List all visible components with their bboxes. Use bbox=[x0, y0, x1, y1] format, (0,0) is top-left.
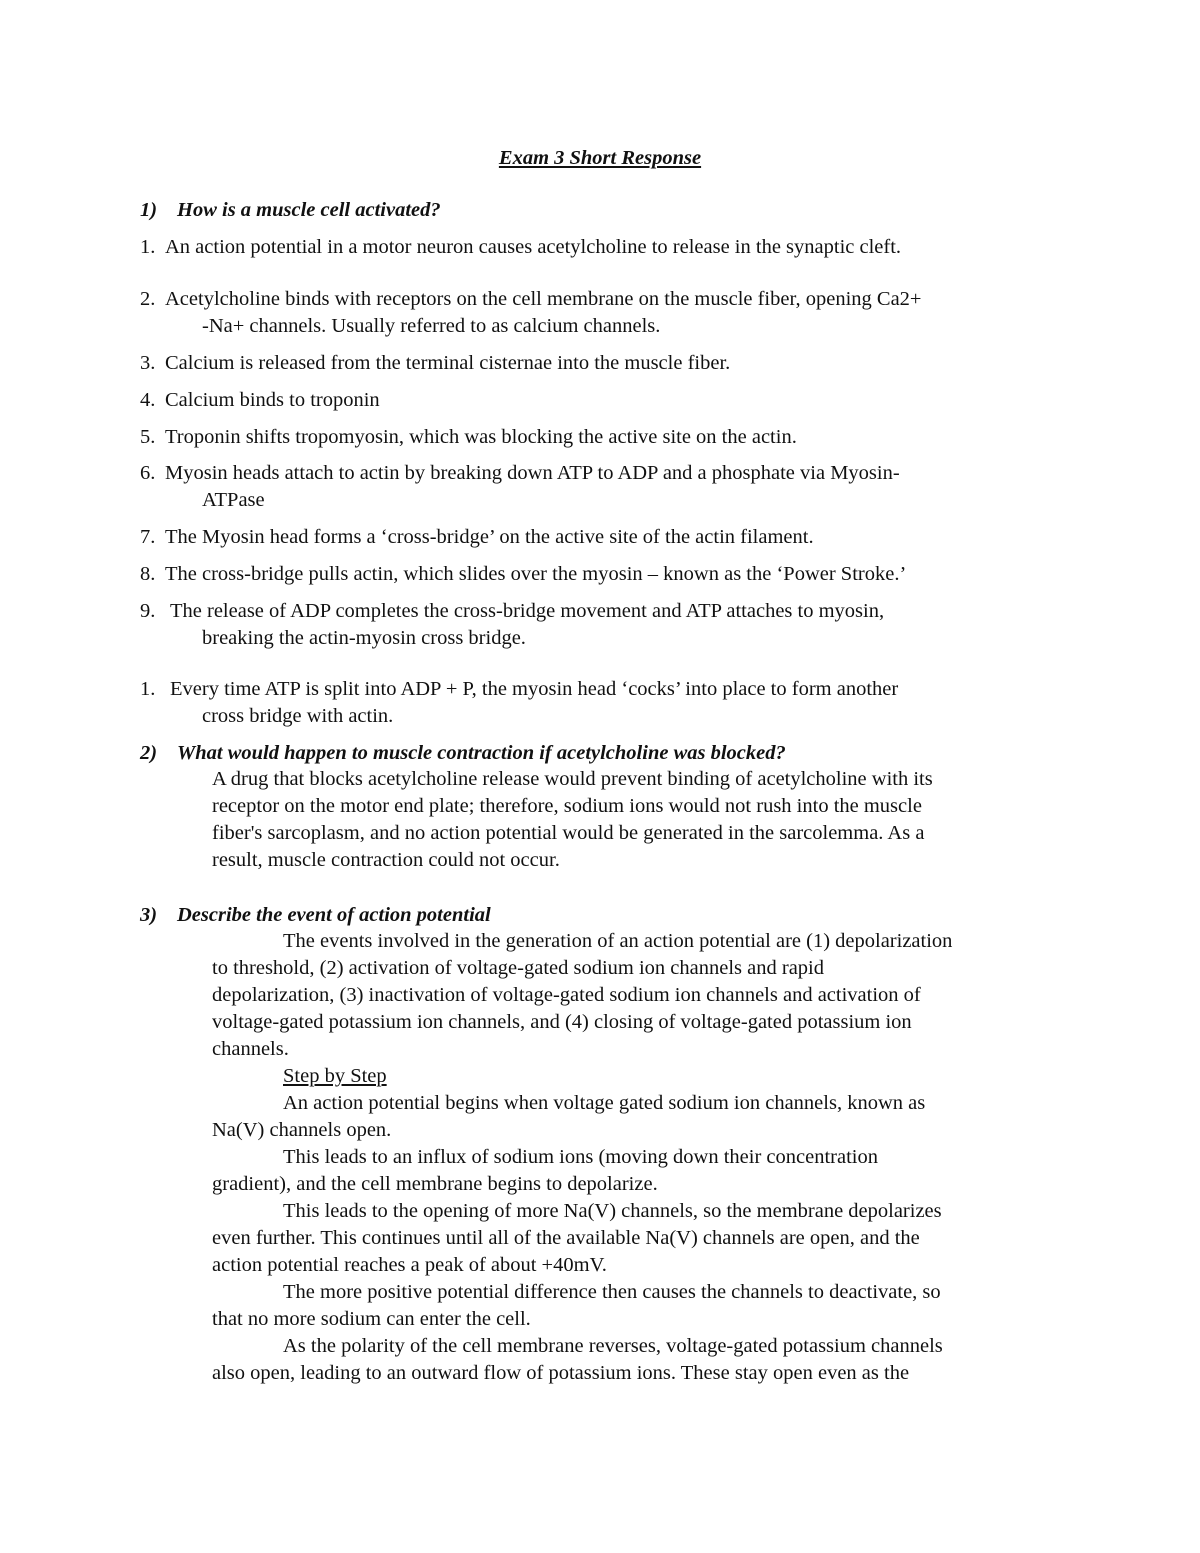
list-item bbox=[140, 598, 1040, 625]
list-item bbox=[140, 460, 1040, 487]
item-text: Acetylcholine binds with receptors on the cell membrane on the muscle fiber, opening Ca2+ bbox=[165, 288, 922, 310]
step-line: that no more sodium can enter the cell. bbox=[212, 1308, 531, 1330]
list-item bbox=[140, 524, 1040, 551]
item-continuation: -Na+ channels. Usually referred to as calcium channels. bbox=[202, 315, 661, 337]
item-text: Calcium binds to troponin bbox=[165, 389, 380, 411]
step-line: As the polarity of the cell membrane reverses, voltage-gated potassium channels bbox=[283, 1335, 943, 1357]
question-3-heading bbox=[140, 902, 491, 929]
item-text: The release of ADP completes the cross-bridge movement and ATP attaches to myosin, bbox=[170, 600, 885, 622]
answer-line: fiber's sarcoplasm, and no action potential would be generated in the sarcolemma. As a bbox=[212, 822, 925, 844]
item-number: 7. bbox=[140, 526, 156, 548]
item-text: The Myosin head forms a ‘cross-bridge’ on the active site of the actin filament. bbox=[165, 526, 814, 548]
answer-line: to threshold, (2) activation of voltage-gated sodium ion channels and rapid bbox=[212, 957, 824, 979]
step-line: even further. This continues until all of the available Na(V) channels are open, and the bbox=[212, 1227, 920, 1249]
answer-line: A drug that blocks acetylcholine release would prevent binding of acetylcholine with its bbox=[212, 768, 933, 790]
question-1-heading bbox=[140, 197, 441, 224]
item-continuation: cross bridge with actin. bbox=[202, 705, 394, 727]
item-number: 1. bbox=[140, 236, 156, 258]
item-number: 1. bbox=[140, 678, 156, 700]
step-line: An action potential begins when voltage gated sodium ion channels, known as bbox=[283, 1092, 926, 1114]
step-line: The more positive potential difference then causes the channels to deactivate, so bbox=[283, 1281, 941, 1303]
item-number: 4. bbox=[140, 389, 156, 411]
item-number: 3. bbox=[140, 352, 156, 374]
answer-line: The events involved in the generation of an action potential are (1) depolarization bbox=[283, 930, 953, 952]
list-item bbox=[140, 676, 1040, 703]
question-text: What would happen to muscle contraction if acetylcholine was blocked? bbox=[177, 742, 786, 764]
question-number: 2) bbox=[140, 742, 158, 764]
step-line: gradient), and the cell membrane begins to depolarize. bbox=[212, 1173, 658, 1195]
question-number: 3) bbox=[140, 904, 158, 926]
question-text: Describe the event of action potential bbox=[177, 904, 491, 926]
item-text: Every time ATP is split into ADP + P, the myosin head ‘cocks’ into place to form another bbox=[170, 678, 899, 700]
item-continuation: ATPase bbox=[202, 489, 265, 511]
item-number: 2. bbox=[140, 288, 156, 310]
subheading-text: Step by Step bbox=[283, 1065, 387, 1087]
item-text: Troponin shifts tropomyosin, which was blocking the active site on the actin. bbox=[165, 426, 797, 448]
list-item bbox=[140, 350, 1040, 377]
item-number: 6. bbox=[140, 462, 156, 484]
list-item bbox=[140, 424, 1040, 451]
answer-line: voltage-gated potassium ion channels, and (4) closing of voltage-gated potassium ion bbox=[212, 1011, 912, 1033]
question-text: How is a muscle cell activated? bbox=[177, 199, 441, 221]
step-line: action potential reaches a peak of about +40mV. bbox=[212, 1254, 607, 1276]
step-line: This leads to the opening of more Na(V) channels, so the membrane depolarizes bbox=[283, 1200, 942, 1222]
answer-paragraph bbox=[212, 766, 1062, 874]
answer-paragraph bbox=[212, 928, 1062, 1387]
page-title: Exam 3 Short Response bbox=[498, 147, 702, 169]
question-2-heading bbox=[140, 740, 786, 767]
item-text: Myosin heads attach to actin by breaking down ATP to ADP and a phosphate via Myosin- bbox=[165, 462, 900, 484]
item-text: The cross-bridge pulls actin, which slides over the myosin – known as the ‘Power Stroke.’ bbox=[165, 563, 907, 585]
item-number: 9. bbox=[140, 600, 156, 622]
item-number: 5. bbox=[140, 426, 156, 448]
list-item bbox=[140, 387, 1040, 414]
answer-line: depolarization, (3) inactivation of voltage-gated sodium ion channels and activation of bbox=[212, 984, 921, 1006]
item-number: 8. bbox=[140, 563, 156, 585]
item-text: Calcium is released from the terminal cisternae into the muscle fiber. bbox=[165, 352, 731, 374]
list-item bbox=[140, 286, 1040, 313]
step-line: Na(V) channels open. bbox=[212, 1119, 392, 1141]
subheading bbox=[212, 1063, 1062, 1090]
list-item bbox=[140, 561, 1040, 588]
step-line: also open, leading to an outward flow of potassium ions. These stay open even as the bbox=[212, 1362, 910, 1384]
answer-line: channels. bbox=[212, 1038, 289, 1060]
item-text: An action potential in a motor neuron causes acetylcholine to release in the synaptic cleft. bbox=[165, 236, 902, 258]
list-item bbox=[140, 234, 1040, 261]
question-number: 1) bbox=[140, 199, 158, 221]
answer-line: result, muscle contraction could not occur. bbox=[212, 849, 560, 871]
item-continuation: breaking the actin-myosin cross bridge. bbox=[202, 627, 526, 649]
step-line: This leads to an influx of sodium ions (moving down their concentration bbox=[283, 1146, 878, 1168]
answer-line: receptor on the motor end plate; therefore, sodium ions would not rush into the muscle bbox=[212, 795, 922, 817]
